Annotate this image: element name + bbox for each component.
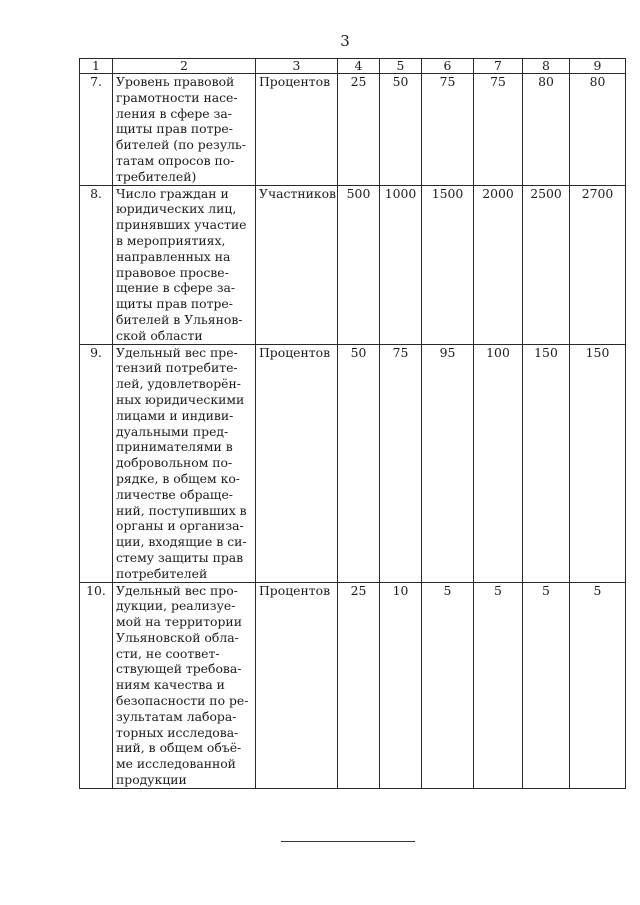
indicator-name-line: грамотности насе- bbox=[116, 89, 238, 105]
value-cell: 1500 bbox=[422, 185, 474, 344]
indicator-name-line: щение в сфере за- bbox=[116, 280, 236, 296]
indicator-name bbox=[113, 185, 256, 344]
indicator-name-line: Число граждан и bbox=[116, 185, 229, 201]
indicator-name-line: личестве обраще- bbox=[116, 486, 233, 502]
indicator-name-line: юридических лиц, bbox=[116, 201, 237, 217]
indicator-name-line: правовое просве- bbox=[116, 264, 229, 280]
end-rule bbox=[281, 841, 415, 842]
value-cell: 10 bbox=[380, 582, 422, 788]
indicator-name-line: ме исследованной bbox=[116, 756, 236, 772]
row-number: 7. bbox=[80, 74, 113, 186]
value-cell: 5 bbox=[422, 582, 474, 788]
unit-cell: Процентов bbox=[256, 74, 338, 186]
indicator-name-line: ниям качества и bbox=[116, 677, 225, 693]
indicator-name-line: ствующей требова- bbox=[116, 661, 242, 677]
indicator-name-line: в мероприятиях, bbox=[116, 232, 226, 248]
indicator-name-line: бителей (по резуль- bbox=[116, 137, 246, 153]
indicator-name bbox=[113, 74, 256, 186]
value-cell: 2500 bbox=[523, 185, 570, 344]
indicator-name-line: лей, удовлетворён- bbox=[116, 376, 241, 392]
value-cell: 50 bbox=[380, 74, 422, 186]
header-cell: 7 bbox=[474, 59, 523, 74]
row-number: 9. bbox=[80, 344, 113, 582]
indicator-name-line: Ульяновской обла- bbox=[116, 629, 239, 645]
header-cell: 2 bbox=[113, 59, 256, 74]
row-number: 10. bbox=[80, 582, 113, 788]
header-cell: 6 bbox=[422, 59, 474, 74]
indicator-name-line: Уровень правовой bbox=[116, 74, 235, 89]
value-cell: 50 bbox=[338, 344, 380, 582]
value-cell: 75 bbox=[380, 344, 422, 582]
indicators-table bbox=[79, 58, 626, 789]
indicator-name-line: лицами и индиви- bbox=[116, 407, 234, 423]
indicator-name-line: органы и организа- bbox=[116, 518, 244, 534]
unit-cell: Процентов bbox=[256, 582, 338, 788]
value-cell: 5 bbox=[523, 582, 570, 788]
indicator-name-line: потребителей bbox=[116, 565, 208, 581]
indicator-name-line: сти, не соответ- bbox=[116, 645, 220, 661]
indicator-name-line: рядке, в общем ко- bbox=[116, 470, 240, 486]
value-cell: 2000 bbox=[474, 185, 523, 344]
indicator-name-line: ления в сфере за- bbox=[116, 105, 232, 121]
header-cell: 4 bbox=[338, 59, 380, 74]
value-cell: 1000 bbox=[380, 185, 422, 344]
indicator-name-line: ний, поступивших в bbox=[116, 502, 247, 518]
indicator-name-line: Удельный вес пре- bbox=[116, 344, 238, 360]
value-cell: 75 bbox=[474, 74, 523, 186]
header-cell: 5 bbox=[380, 59, 422, 74]
indicator-name-line: стему защиты прав bbox=[116, 549, 244, 565]
indicator-name-line: щиты прав потре- bbox=[116, 121, 233, 137]
header-cell: 8 bbox=[523, 59, 570, 74]
indicator-name-line: безопасности по ре- bbox=[116, 693, 249, 709]
indicator-name-line: ции, входящие в си- bbox=[116, 534, 247, 550]
indicator-name bbox=[113, 344, 256, 582]
value-cell: 5 bbox=[474, 582, 523, 788]
table-row bbox=[80, 185, 626, 344]
indicator-name-line: дуальными пред- bbox=[116, 423, 229, 439]
indicator-name-line: ных юридическими bbox=[116, 391, 245, 407]
row-number: 8. bbox=[80, 185, 113, 344]
value-cell: 80 bbox=[570, 74, 626, 186]
indicator-name bbox=[113, 582, 256, 788]
value-cell: 5 bbox=[570, 582, 626, 788]
indicator-name-line: продукции bbox=[116, 772, 187, 788]
header-cell: 3 bbox=[256, 59, 338, 74]
indicator-name-line: требителей) bbox=[116, 168, 197, 184]
indicator-name-line: Удельный вес про- bbox=[116, 582, 238, 598]
indicator-name-line: бителей в Ульянов- bbox=[116, 311, 243, 327]
indicator-name-line: зультатам лабора- bbox=[116, 708, 237, 724]
value-cell: 150 bbox=[570, 344, 626, 582]
table-row bbox=[80, 582, 626, 788]
indicator-name-line: принимателями в bbox=[116, 439, 233, 455]
value-cell: 500 bbox=[338, 185, 380, 344]
indicator-name-line: татам опросов по- bbox=[116, 152, 235, 168]
indicator-name-line: принявших участие bbox=[116, 217, 247, 233]
value-cell: 100 bbox=[474, 344, 523, 582]
value-cell: 150 bbox=[523, 344, 570, 582]
value-cell: 2700 bbox=[570, 185, 626, 344]
indicator-name-line: добровольном по- bbox=[116, 455, 233, 471]
page-number: 3 bbox=[340, 32, 350, 50]
table-row bbox=[80, 344, 626, 582]
indicator-name-line: щиты прав потре- bbox=[116, 296, 233, 312]
indicator-name-line: ний, в общем объё- bbox=[116, 740, 242, 756]
value-cell: 80 bbox=[523, 74, 570, 186]
indicator-name-line: направленных на bbox=[116, 248, 231, 264]
unit-cell: Участников bbox=[256, 185, 338, 344]
table-row bbox=[80, 74, 626, 186]
value-cell: 75 bbox=[422, 74, 474, 186]
value-cell: 95 bbox=[422, 344, 474, 582]
header-cell: 9 bbox=[570, 59, 626, 74]
table-header-row bbox=[80, 59, 626, 74]
table-body bbox=[80, 59, 626, 789]
value-cell: 25 bbox=[338, 582, 380, 788]
indicator-name-line: мой на территории bbox=[116, 614, 242, 630]
indicator-name-line: тензий потребите- bbox=[116, 360, 238, 376]
unit-cell: Процентов bbox=[256, 344, 338, 582]
indicator-name-line: ской области bbox=[116, 327, 203, 343]
indicator-name-line: торных исследова- bbox=[116, 724, 239, 740]
indicator-name-line: дукции, реализуе- bbox=[116, 598, 236, 614]
value-cell: 25 bbox=[338, 74, 380, 186]
header-cell: 1 bbox=[80, 59, 113, 74]
